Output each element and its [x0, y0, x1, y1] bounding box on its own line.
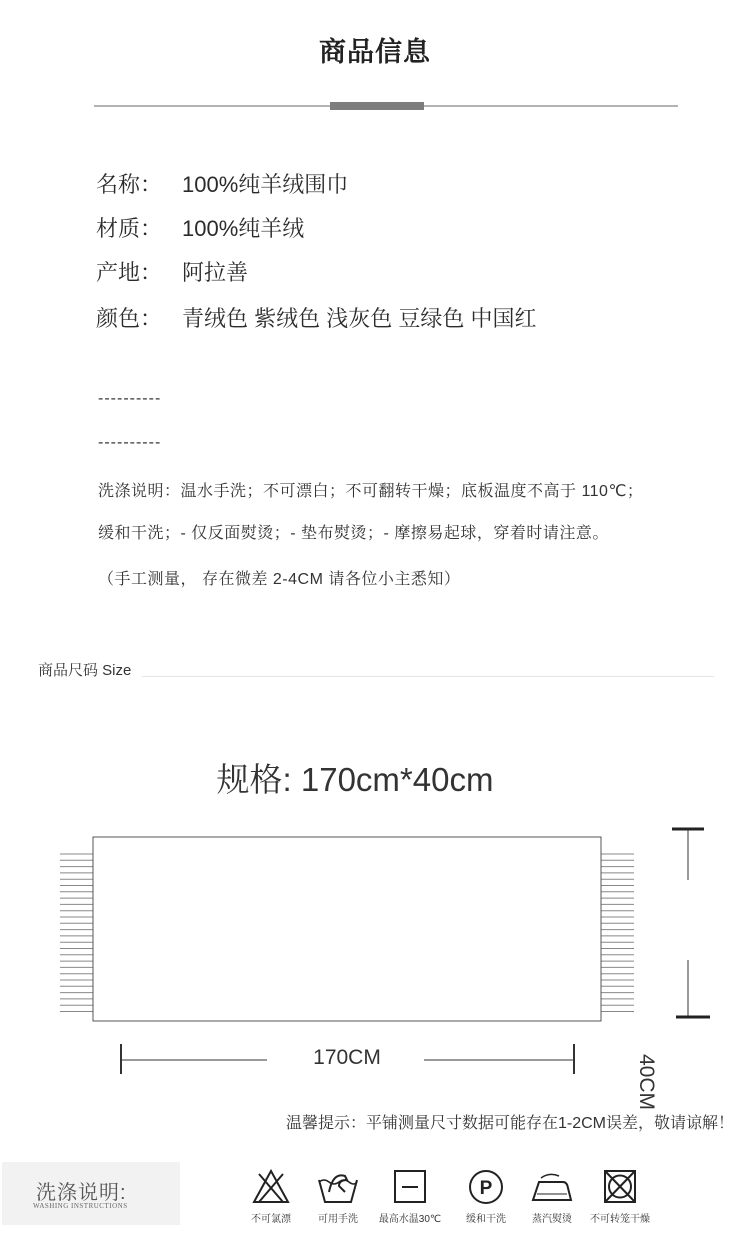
info-value: 100%纯羊绒围巾	[182, 172, 349, 197]
height-dimension-label	[635, 1054, 714, 1111]
symbol-label: 不可转笼干燥	[590, 1214, 650, 1225]
symbol-label: 缓和干洗	[466, 1214, 506, 1225]
info-label: 材质：	[96, 216, 163, 241]
hand-wash-icon	[315, 1168, 361, 1206]
info-value: 100%纯羊绒	[182, 216, 305, 241]
size-section-heading: 商品尺码 Size	[38, 662, 132, 679]
info-label: 名称：	[96, 172, 163, 197]
dash-separator: ----------	[98, 434, 162, 451]
symbol-label: 不可氯漂	[251, 1214, 291, 1225]
size-section-divider	[142, 676, 714, 677]
care-line: 洗涤说明：温水手洗；不可漂白；不可翻转干燥；底板温度不高于 110℃；	[98, 483, 644, 500]
info-value: 青绒色 紫绒色 浅灰色 豆绿色 中国红	[182, 306, 537, 331]
height-dimension-text: 40CM	[635, 1054, 658, 1111]
max-water-temp-icon	[390, 1168, 430, 1206]
care-line: （手工测量， 存在微差 2-4CM 请各位小主悉知）	[98, 571, 461, 588]
care-line: 缓和干洗；- 仅反面熨烫；- 垫布熨烫；- 摩擦易起球，穿着时请注意。	[98, 525, 609, 542]
info-row-material	[96, 212, 304, 246]
size-spec: 规格: 170cm*40cm	[216, 761, 494, 798]
max-water-temp-symbol	[370, 1168, 450, 1225]
no-chlorine-bleach-icon	[251, 1168, 291, 1206]
symbol-label: 可用手洗	[318, 1214, 358, 1225]
info-row-name	[96, 168, 348, 202]
title-divider-accent	[330, 102, 424, 110]
scarf-fringe-left	[60, 854, 93, 1012]
info-label: 产地：	[96, 260, 163, 285]
info-value: 阿拉善	[182, 260, 249, 285]
info-row-colors	[96, 302, 536, 336]
info-label: 颜色：	[96, 306, 163, 331]
no-tumble-dry-icon	[600, 1168, 640, 1206]
info-row-origin	[96, 256, 248, 290]
symbol-label: 蒸汽熨烫	[532, 1214, 572, 1225]
dash-separator: ----------	[98, 390, 162, 407]
scarf-body	[93, 837, 601, 1021]
washing-subtitle: WASHING INSTRUCTIONS	[33, 1202, 128, 1210]
steam-iron-icon	[529, 1168, 575, 1206]
measurement-tip: 温馨提示：平铺测量尺寸数据可能存在1-2CM误差，敬请谅解！	[285, 1115, 734, 1132]
symbol-label: 最高水温30℃	[378, 1214, 442, 1225]
scarf-diagram	[0, 820, 750, 1080]
scarf-fringe-right	[601, 854, 634, 1012]
hand-wash-symbol	[298, 1168, 378, 1225]
washing-title: 洗涤说明:	[36, 1182, 127, 1204]
svg-text:P: P	[479, 1178, 493, 1199]
gentle-dry-clean-icon	[466, 1168, 506, 1206]
no-tumble-dry-symbol	[580, 1168, 660, 1225]
page-title: 商品信息	[319, 37, 431, 67]
width-dimension-label: 170CM	[313, 1046, 381, 1069]
